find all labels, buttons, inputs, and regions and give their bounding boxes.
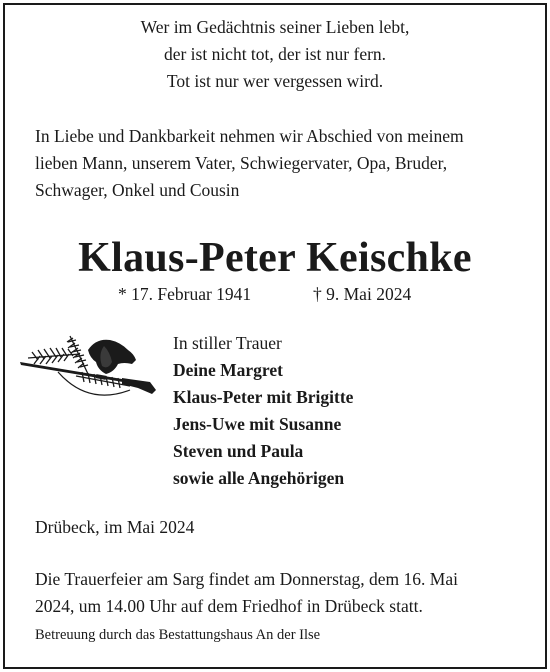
funeral-notice	[35, 566, 525, 620]
deceased-name: Klaus-Peter Keischke	[78, 235, 472, 281]
poem-line: der ist nicht tot, der ist nur fern.	[163, 44, 387, 64]
mourner-name: sowie alle Angehörigen	[173, 468, 345, 488]
mourners-heading: In stiller Trauer	[173, 333, 282, 353]
mourner-name: Klaus-Peter mit Brigitte	[173, 387, 354, 407]
poem-line: Tot ist nur wer vergessen wird.	[166, 71, 384, 91]
hunting-dog-rifle-fir-icon	[18, 328, 160, 408]
mourner-name: Steven und Paula	[173, 441, 304, 461]
place-date: Drübeck, im Mai 2024	[35, 517, 195, 537]
poem-line: Wer im Gedächtnis seiner Lieben lebt,	[140, 17, 410, 37]
mourners-list	[173, 330, 353, 492]
mourner-name: Jens-Uwe mit Susanne	[173, 414, 342, 434]
notice-line: Die Trauerfeier am Sarg findet am Donnerstag, dem 16. Mai	[35, 569, 458, 589]
birth-date: * 17. Februar 1941	[118, 284, 252, 304]
intro-line: Schwager, Onkel und Cousin	[35, 180, 240, 200]
intro-text	[35, 123, 515, 204]
intro-line: In Liebe und Dankbarkeit nehmen wir Abschied von meinem	[35, 126, 464, 146]
memorial-poem	[0, 14, 550, 95]
undertaker-credit: Betreuung durch das Bestattungshaus An der Ilse	[35, 627, 321, 643]
mourner-name: Deine Margret	[173, 360, 283, 380]
notice-line: 2024, um 14.00 Uhr auf dem Friedhof in Drübeck statt.	[35, 596, 423, 616]
intro-line: lieben Mann, unserem Vater, Schwiegervater, Opa, Bruder,	[35, 153, 448, 173]
death-date: † 9. Mai 2024	[313, 284, 412, 304]
